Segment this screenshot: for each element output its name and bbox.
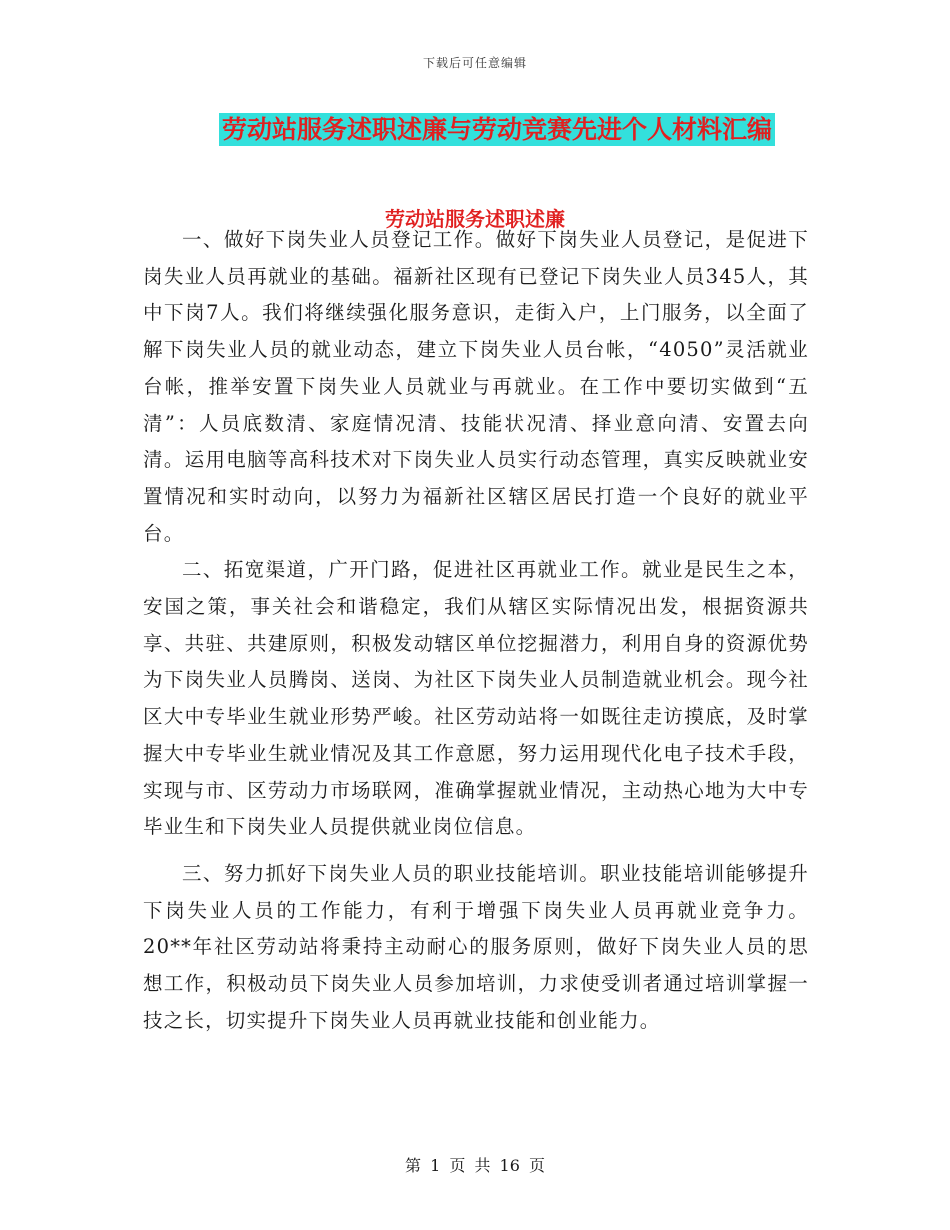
document-body <box>143 222 809 1039</box>
page-header-note: 下载后可任意编辑 <box>422 56 527 70</box>
paragraph-3: 三、努力抓好下岗失业人员的职业技能培训。职业技能培训能够提升下岗失业人员的工作能力，有利于增强下岗失业人员再就业竞争力。20**年社区劳动站将秉持主动耐心的服务原则，做好下岗失业人员的思想工作，积极动员下岗失业人员参加培训，力求使受训者通过培训掌握一技之长，切实提升下岗失业人员再就业技能和创业能力。 <box>143 861 809 1032</box>
document-title: 劳动站服务述职述廉与劳动竞赛先进个人材料汇编 <box>219 113 775 146</box>
paragraph-2: 二、拓宽渠道，广开门路，促进社区再就业工作。就业是民生之本，安国之策，事关社会和谐稳定，我们从辖区实际情况出发，根据资源共享、共驻、共建原则，积极发动辖区单位挖掘潜力，利用自身的资源优势为下岗失业人员腾岗、送岗、为社区下岗失业人员制造就业机会。现今社区大中专毕业生就业形势严峻。社区劳动站将一如既往走访摸底，及时掌握大中专毕业生就业情况及其工作意愿，努力运用现代化电子技术手段，实现与市、区劳动力市场联网，准确掌握就业情况，主动热心地为大中专毕业生和下岗失业人员提供就业岗位信息。 <box>143 558 809 839</box>
page-number-footer: 第 1 页 共 16 页 <box>405 1156 545 1175</box>
document-title-wrapper <box>0 113 950 146</box>
paragraph-1: 一、做好下岗失业人员登记工作。做好下岗失业人员登记，是促进下岗失业人员再就业的基础。福新社区现有已登记下岗失业人员345人，其中下岗7人。我们将继续强化服务意识，走街入户，上门服务，以全面了解下岗失业人员的就业动态，建立下岗失业人员台帐，“4050”灵活就业台帐，推举安置下岗失业人员就业与再就业。在工作中要切实做到“五清”：人员底数清、家庭情况清、技能状况清、择业意向清、安置去向清。运用电脑等高科技术对下岗失业人员实行动态管理，真实反映就业安置情况和实时动向，以努力为福新社区辖区居民打造一个良好的就业平台。 <box>143 228 809 545</box>
section-title: 劳动站服务述职述廉 <box>385 207 565 231</box>
